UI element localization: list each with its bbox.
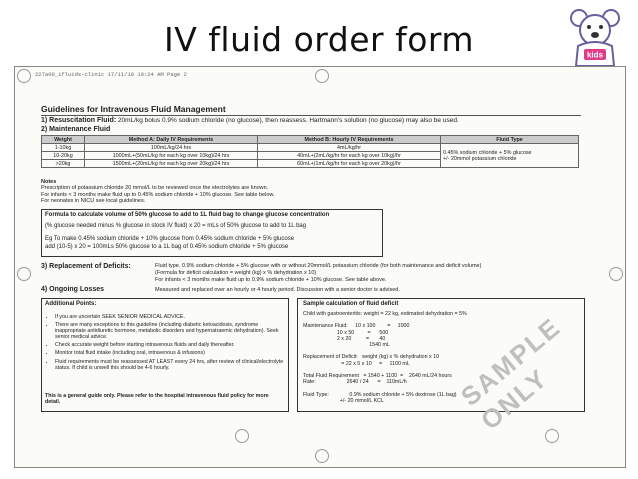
sample-line: Fluid Type: 0.9% sodium chloride + 5% dextrose (1L bag) [303,391,457,398]
section-replacement [41,263,131,270]
form-main-title: Guidelines for Intravenous Fluid Management [41,104,226,114]
formula-title: Formula to calculate volume of 50% glucose to add to 1L fluid bag to change glucose concentration [45,212,330,218]
table-cell: 1500mL+(20mL/kg for each kg over 20kg)/24 hrs [85,160,258,168]
table-header: Fluid Type [441,136,579,144]
section-resuscitation-text: 20mL/kg bolus 0.9% sodium chloride (no glucose), then reassess. Hartmann's solution (no glucose) may also be used. [117,117,459,124]
notes-block [41,179,275,205]
table-header: Method A: Daily IV Requirements [85,136,258,144]
list-item: • Check accurate weight before starting intravenous fluids and daily thereafter. [55,342,287,348]
registration-mark-top [315,69,329,83]
formula-box [41,209,383,257]
sample-calculation-lines [303,311,467,404]
section-maintenance [41,126,110,133]
registration-mark-bottom [315,449,329,463]
list-item: • If you are uncertain SEEK SENIOR MEDICAL ADVICE. [55,314,287,320]
section-ongoing-losses [41,286,104,293]
sample-line: 2 x 20 = 40 [303,335,386,342]
table-cell: 1-10kg [42,144,85,152]
notes-heading: Notes [41,179,57,185]
replacement-line: Fluid type. 0.9% sodium chloride + 5% glucose with or without 20mmol/L potassium chloride (for both maintenance and deficit volume) [155,263,482,269]
fluid-type-cell [441,144,579,168]
table-header: Method B: Hourly IV Requirements [258,136,441,144]
section-replacement-label: 3) Replacement of Deficits: [41,263,131,270]
list-item: • Fluid requirements must be reassessed AT LEAST every 24 hrs, after review of clinical/electrolyte status. If child is unwell this should be 4-6 hourly. [55,359,287,371]
notes-line: For neonates in NICU see local guidelines. [41,198,146,205]
fluid-type-line: 0.45% sodium chloride + 5% glucose [443,149,532,156]
replacement-line: (Formula for deficit calculation = weight (kg) x % dehydration x 10) [155,270,317,276]
section-ongoing-label: 4) Ongoing Losses [41,286,105,293]
ongoing-losses-text: Measured and replaced over an hourly or 4 hourly period. Discussion with a senior doctor is advised. [155,287,400,293]
sample-line: 10 x 50 = 500 [303,329,389,336]
teddy-bear-logo [564,6,626,68]
maintenance-table [41,135,579,168]
table-cell: 100mL/kg/24 hrs [85,144,258,152]
sample-line: = 22 x 5 x 10 = 1100 mL [303,360,410,367]
table-header: Weight [42,136,85,144]
table-cell: 4mL/kg/hr [258,144,441,152]
table-cell: 1000mL+(50mL/kg for each kg over 10kg)/24 hrs [85,152,258,160]
registration-mark-bottom-left [235,429,249,443]
table-cell: >20kg [42,160,85,168]
registration-mark-top-left [17,69,31,83]
sample-line: Replacement of Deficit: weight (kg) x % dehydration x 10 [303,354,440,361]
sample-line: Total Fluid Requirement = 1540 + 1100 = 2640 mL/24 hours [303,373,452,380]
list-item: • There are many exceptions to this guideline (including diabetic ketoacidosis, syndrome inappropriate antidiuretic hormone, metabolic disorders and hypernatraemic dehydration). Seek senior medical advice. [55,322,287,340]
slide-title: IV fluid order form [163,20,475,59]
additional-points-title: Additional Points: [45,301,97,307]
scanned-form [14,66,626,468]
watermark: SAMPLE ONLY [454,311,567,436]
svg-text:kids: kids [586,50,604,60]
sample-calculation-title: Sample calculation of fluid deficit [303,301,399,307]
table-cell: 60mL+(1mL/kg/hr for each kg over 20kg)/hr [258,160,441,168]
list-item: • Monitor total fluid intake (including oral, intravenous & infusions) [55,350,287,356]
section-resuscitation-label: 1) Resuscitation Fluid: [41,117,117,124]
formula-line: add (10-5) x 20 = 100mLs 50% glucose to a 1L bag of 0.45% sodium chloride + 5% glucose [45,244,289,250]
section-resuscitation [41,117,459,124]
formula-line: (% glucose needed minus % glucose in stock IV fluid) x 20 = mLs of 50% glucose to add to 1L bag [45,223,307,229]
title-rule [41,115,581,116]
table-header-row [42,136,579,144]
print-header-stamp: 227a00_ifluids-clinic 17/11/10 10:24 AM Page 2 [35,71,187,78]
sample-line: +/- 20 mmol/L KCL [303,397,384,404]
additional-points-footer: This is a general guide only. Please refer to the hospital intravenous fluid policy for more detail. [45,393,269,406]
registration-mark-left [17,267,31,281]
registration-mark-right [609,267,623,281]
sample-line: Rate: 2640 / 24 = 110mL/h [303,379,407,386]
notes-line: For infants < 3 months make fluid up to 0.45% sodium chloride + 10% glucose. See table below. [41,191,275,198]
replacement-line: For infants < 3 months make fluid up to 0.9% sodium chloride + 10% glucose. See table above. [155,277,387,283]
sample-line: 1540 mL [303,342,390,349]
table-cell: 40mL+(2mL/kg/hr for each kg over 10kg)/hr [258,152,441,160]
fluid-type-line: +/- 20mmol potassium chloride [443,155,517,162]
formula-line: Eg To make 0.45% sodium chloride + 10% glucose from 0.45% sodium chloride + 5% glucose [45,236,295,242]
additional-points-list [47,314,287,373]
sample-line: Maintenance Fluid: 10 x 100 = 1000 [303,323,410,330]
registration-mark-bottom-right [545,429,559,443]
section-maintenance-label: 2) Maintenance Fluid [41,126,111,133]
notes-line: Prescription of potassium chloride 20 mmol/L to be reviewed once the electrolytes are known. [41,185,269,192]
table-cell: 10-20kg [42,152,85,160]
table-row [42,144,579,152]
sample-line: Child with gastroenteritis: weight = 22 kg, estimated dehydration = 5% [303,311,467,317]
